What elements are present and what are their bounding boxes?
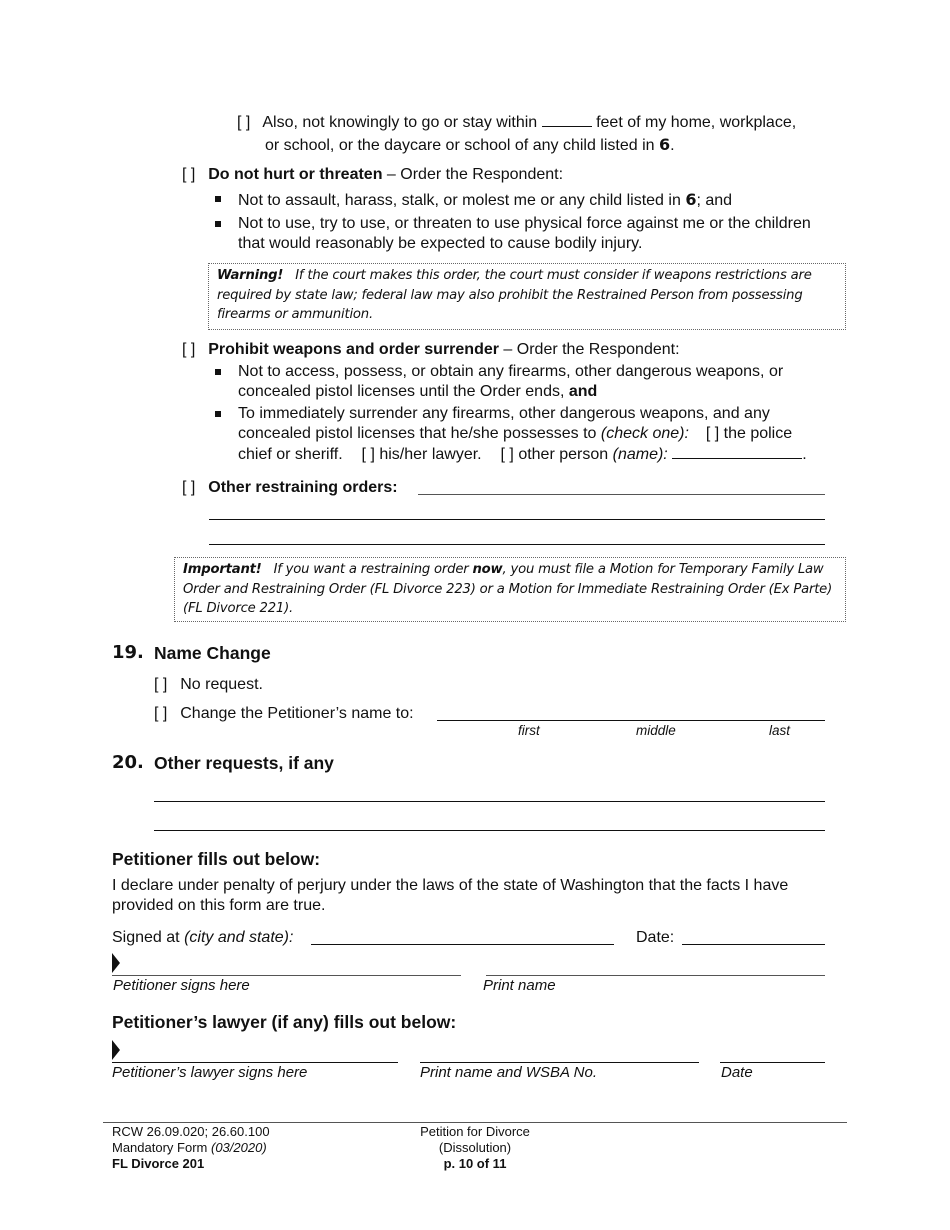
no-hurt-title: Do not hurt or threaten [208,166,383,183]
period: . [670,137,675,154]
signed-at-label [112,927,293,949]
police-label: the police [723,425,793,442]
stay-away-clause [237,112,857,134]
date-label: Date: [636,929,675,946]
page-number: p. 10 of 11 [443,1156,507,1171]
declaration-text: I declare under penalty of perjury under the laws of the state of Washington that the facts I have provided on this form are true. [112,877,789,914]
lawyer-print-name-field[interactable] [420,1062,699,1063]
lawyer-label: his/her lawyer. [379,446,482,463]
no-hurt-suffix: – Order the Respondent: [386,166,564,183]
no-hurt-option [182,164,563,186]
bullet-text: Not to assault, harass, stalk, or molest me or any child listed in [238,192,681,209]
bullet-text: concealed pistol licenses that he/she possesses to [238,425,597,442]
other-restraining-line-3[interactable] [209,544,825,545]
no-hurt-bullet-1 [238,189,732,212]
section-20-header [112,751,144,776]
footer-divider [103,1122,847,1123]
form-id: FL Divorce 201 [112,1156,205,1171]
section-19-header [112,641,144,666]
other-person-name-field[interactable] [672,444,802,459]
stay-away-text-2: feet of my home, workplace, [596,114,797,131]
mandatory-form [112,1140,270,1156]
lawyer-heading: Petitioner’s lawyer (if any) fills out below: [112,1012,457,1032]
bullet [215,411,221,417]
doc-title: Petition for Divorce [420,1124,530,1139]
city-state-label: (city and state): [184,929,294,946]
warning-note [208,263,846,330]
bullet-text-end: ; and [696,192,733,209]
weapons-bullet-1 [238,362,783,402]
print-name-caption: Print name [483,977,556,994]
other-person-label: other person [518,446,609,463]
stay-away-text-3: or school, or the daycare or school of any child listed in [265,137,655,154]
name-label: (name): [612,446,668,463]
bullet-text: that would reasonably be expected to cause bodily injury. [238,235,643,252]
sign-arrow-icon [112,1040,120,1060]
other-restraining-field[interactable] [418,494,825,495]
and-text: and [568,383,598,400]
name-change-label: Change the Petitioner’s name to: [180,705,414,722]
bullet-text: concealed pistol licenses until the Order ends, [238,383,565,400]
other-requests-line-1[interactable] [154,801,825,802]
section-20-number: 20. [112,752,144,773]
no-request-option [154,674,263,696]
section-19-number: 19. [112,642,144,663]
other-restraining-option [182,477,398,499]
middle-name-caption: middle [636,723,676,738]
name-change-option [154,703,414,725]
new-name-field[interactable] [437,720,825,721]
period: . [802,446,807,463]
no-request-label: No request. [180,676,263,693]
petitioner-signs-caption: Petitioner signs here [113,977,250,994]
lawyer-signature-field[interactable] [112,1062,398,1063]
petitioner-heading: Petitioner fills out below: [112,849,321,869]
important-text-2: , you must file a Motion for Temporary Family Law Order and Restraining Order (FL Divorce 223) or a Motion for Immediate Restraining Order (Ex Parte) (FL Divorce 221). [183,562,833,616]
lawyer-date-field[interactable] [720,1062,825,1063]
bullet [215,221,221,227]
weapons-suffix: – Order the Respondent: [503,341,680,358]
no-hurt-bullet-2 [238,214,811,254]
weapons-title: Prohibit weapons and order surrender [208,341,499,358]
stay-away-line2 [265,134,675,157]
lawyer-signs-caption: Petitioner’s lawyer signs here [112,1064,308,1081]
weapons-option [182,339,680,361]
child-ref: 6 [659,135,671,154]
warning-text: If the court makes this order, the court must consider if weapons restrictions are required by state law; federal law may also prohibit the Restrained Person from possessing firearms or ammunition. [217,268,812,322]
last-name-caption: last [769,723,791,738]
important-text: If you want a restraining order [273,562,469,577]
section-19-title: Name Change [154,643,271,663]
warning-label: Warning! [217,268,284,283]
mandatory-label: Mandatory Form [112,1140,208,1155]
important-note [174,557,846,622]
lawyer-date-caption: Date [721,1064,753,1081]
city-state-field[interactable] [311,944,614,945]
weapons-checkbox[interactable]: [ ] [182,341,196,358]
bullet-text: To immediately surrender any firearms, other dangerous weapons, and any [238,405,770,422]
footer-center [375,1124,575,1172]
police-label-2: chief or sheriff. [238,446,343,463]
bullet-text: Not to access, possess, or obtain any firearms, other dangerous weapons, or [238,363,784,380]
feet-field[interactable] [542,112,592,127]
stay-away-checkbox[interactable]: [ ] [237,114,251,131]
lawyer-print-caption: Print name and WSBA No. [420,1064,598,1081]
other-restraining-checkbox[interactable]: [ ] [182,479,196,496]
other-person-checkbox[interactable]: [ ] [500,446,514,463]
no-request-checkbox[interactable]: [ ] [154,676,168,693]
weapons-bullet-2 [238,404,848,465]
check-one-label: (check one): [600,425,689,442]
rcw-citation: RCW 26.09.020; 26.60.100 [112,1124,270,1139]
lawyer-checkbox[interactable]: [ ] [361,446,375,463]
child-ref: 6 [685,190,697,209]
sign-arrow-icon [112,953,120,973]
petitioner-signature-field[interactable] [112,975,461,976]
doc-subtitle: (Dissolution) [438,1140,512,1155]
no-hurt-checkbox[interactable]: [ ] [182,166,196,183]
date-field[interactable] [682,944,825,945]
other-requests-line-2[interactable] [154,830,825,831]
first-name-caption: first [518,723,540,738]
police-checkbox[interactable]: [ ] [705,425,720,442]
footer-left [112,1124,270,1172]
form-version: (03/2020) [211,1140,267,1155]
petitioner-print-name-field[interactable] [486,975,825,976]
bullet [215,196,221,202]
other-restraining-label: Other restraining orders: [208,479,398,496]
signed-at-text: Signed at [112,929,180,946]
section-20-title: Other requests, if any [154,753,334,773]
name-change-checkbox[interactable]: [ ] [154,705,168,722]
important-label: Important! [183,562,262,577]
important-now: now [472,562,503,577]
other-restraining-line-2[interactable] [209,519,825,520]
bullet [215,369,221,375]
stay-away-text: Also, not knowingly to go or stay within [262,114,538,131]
bullet-text: Not to use, try to use, or threaten to use physical force against me or the children [238,215,811,232]
